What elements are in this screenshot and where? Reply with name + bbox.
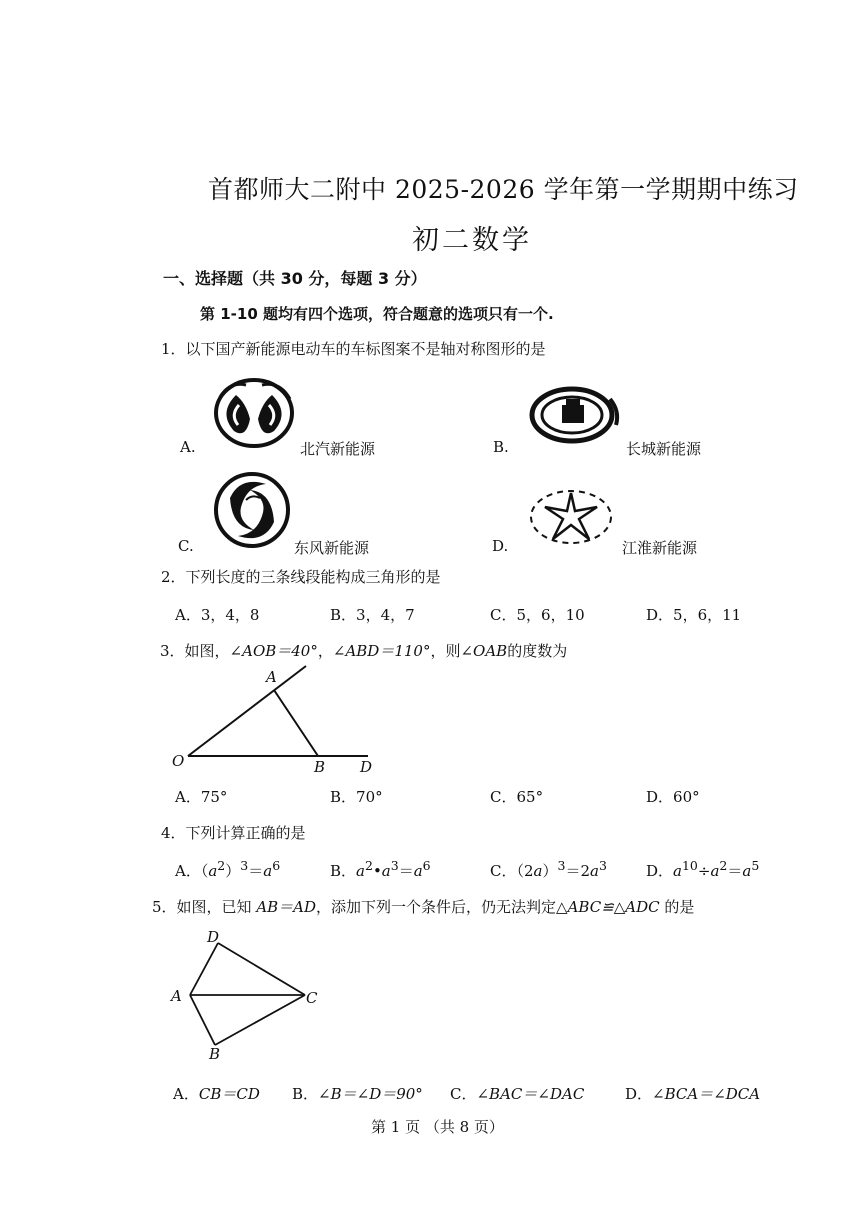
q1-option-b-caption: 长城新能源 [626, 440, 702, 458]
q5-label-c: C [306, 989, 318, 1007]
q3-label-b: B [314, 758, 326, 776]
q5-mid: ，添加下列一个条件后，仍无法判定 [316, 898, 557, 916]
q5-label-a: A [171, 987, 182, 1005]
q3-target-angle: ∠OAB [460, 642, 508, 660]
q5-segment-ab [190, 995, 215, 1045]
q5-label-b: B [209, 1045, 221, 1063]
exam-title: 首都师大二附中 2025-2026 学年第一学期期中练习 [208, 175, 799, 204]
q1-option-d-letter: D. [492, 537, 509, 555]
q5-given: AB＝AD [256, 898, 317, 916]
q1-option-c-letter: C. [178, 537, 194, 555]
q3-option-a: A．75° [175, 788, 228, 806]
q3-condition-abd: ∠ABD＝110° [332, 642, 431, 660]
q3-label-d: D [360, 758, 373, 776]
q5-segment-da [190, 943, 218, 995]
q1-option-d-caption: 江淮新能源 [622, 539, 698, 557]
q1-option-c-caption: 东风新能源 [294, 539, 370, 557]
q1-option-b-letter: B. [493, 438, 509, 456]
q5-segment-dc [218, 943, 305, 995]
question-2-text: 2．下列长度的三条线段能构成三角形的是 [161, 568, 441, 586]
question-1-text: 1．以下国产新能源电动车的车标图案不是轴对称图形的是 [161, 340, 546, 358]
q3-segment-ab [274, 690, 318, 756]
exam-subject: 初二数学 [412, 225, 532, 256]
q1-option-a-caption: 北汽新能源 [300, 440, 376, 458]
question-5-text [152, 896, 694, 917]
q3-option-b: B．70° [330, 788, 383, 806]
q3-label-a: A [266, 668, 277, 686]
q3-mid: ，则 [430, 642, 461, 660]
q2-option-a: A．3，4，8 [175, 606, 260, 624]
q3-option-c: C．65° [490, 788, 544, 806]
section-note: 第 1-10 题均有四个选项，符合题意的选项只有一个. [200, 305, 554, 323]
q5-option-b: B．∠B＝∠D＝90° [292, 1085, 423, 1103]
q4-option-c: C．$(2a)^3=2a^3$ [490, 858, 607, 880]
great-wall-logo-icon [530, 385, 622, 447]
q2-option-c: C．5，6，10 [490, 606, 585, 624]
baic-logo-icon [212, 375, 302, 447]
q4-option-d: D．$a^{10}\div a^2=a^5$ [646, 858, 760, 880]
q5-option-d: D．∠BCA＝∠DCA [625, 1085, 761, 1103]
q5-target: △ABC≌△ADC [556, 898, 660, 916]
dongfeng-logo-icon [210, 470, 294, 548]
q1-option-a-letter: A. [180, 438, 196, 456]
q5-label-d: D [207, 928, 220, 946]
q5-segment-bc [215, 995, 305, 1045]
q5-prefix: 5．如图，已知 [152, 898, 257, 916]
q4-option-a: A．$(a^2)^3=a^6$ [175, 858, 281, 880]
q3-label-o: O [172, 752, 185, 770]
q3-condition-aob: ∠AOB＝40° [229, 642, 318, 660]
q3-separator: ， [317, 642, 333, 660]
jac-logo-icon [527, 485, 615, 547]
q4-option-b: B．$a^2•a^3=a^6$ [330, 858, 431, 880]
q2-option-d: D．5，6，11 [646, 606, 742, 624]
q3-option-d: D．60° [646, 788, 700, 806]
q2-option-b: B．3，4，7 [330, 606, 415, 624]
q3-prefix: 3．如图， [160, 642, 230, 660]
question-4-text: 4．下列计算正确的是 [161, 824, 306, 842]
q5-option-c: C．∠BAC＝∠DAC [450, 1085, 585, 1103]
q3-geometry-figure [170, 660, 390, 780]
q3-suffix: 的度数为 [507, 642, 568, 660]
page-number: 第 1 页 （共 8 页） [371, 1118, 504, 1136]
section-heading: 一、选择题（共 30 分，每题 3 分） [163, 269, 427, 288]
q5-option-a: A．CB＝CD [173, 1085, 260, 1103]
question-3-text [160, 640, 567, 661]
q5-suffix: 的是 [659, 898, 695, 916]
